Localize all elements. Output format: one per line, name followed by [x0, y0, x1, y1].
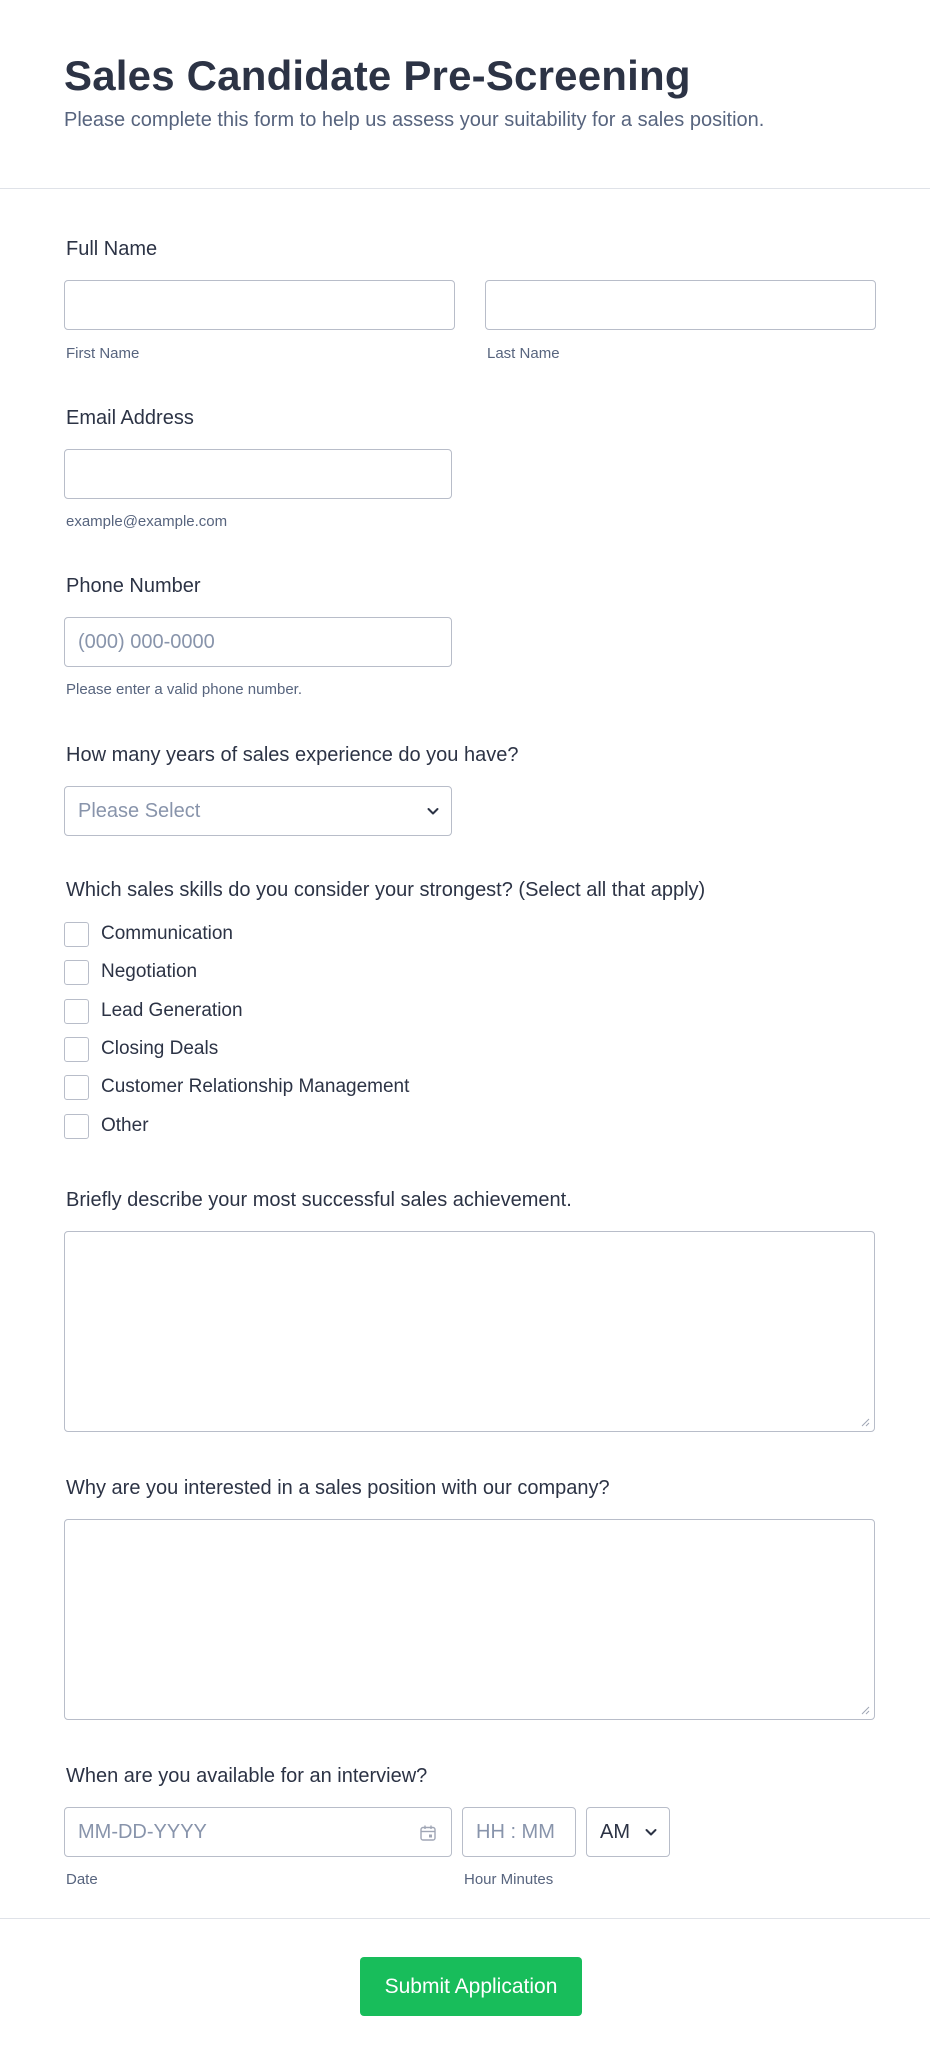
first-name-sublabel: First Name: [66, 345, 140, 362]
skill-option-lead-generation[interactable]: [64, 998, 243, 1024]
last-name-sublabel: Last Name: [487, 345, 560, 362]
email-input[interactable]: [64, 449, 452, 499]
form-header: [0, 0, 930, 189]
resize-handle-icon[interactable]: [860, 1705, 870, 1715]
chevron-down-icon: [425, 803, 441, 819]
skill-option-communication[interactable]: [64, 921, 233, 947]
interview-label: When are you available for an interview?: [66, 1765, 428, 1787]
checkbox-label: Customer Relationship Management: [101, 1076, 410, 1097]
interest-label: Why are you interested in a sales position with our company?: [66, 1477, 610, 1499]
experience-placeholder: Please Select: [78, 800, 201, 822]
skills-label: Which sales skills do you consider your strongest? (Select all that apply): [66, 879, 706, 901]
phone-input[interactable]: [64, 617, 452, 667]
skill-option-negotiation[interactable]: [64, 959, 197, 985]
time-input[interactable]: [462, 1807, 576, 1857]
interest-textarea[interactable]: [64, 1519, 875, 1720]
submit-button[interactable]: Submit Application: [360, 1957, 582, 2016]
date-sublabel: Date: [66, 1871, 98, 1888]
time-placeholder: HH : MM: [476, 1821, 555, 1843]
checkbox-label: Other: [101, 1115, 149, 1136]
email-sublabel: example@example.com: [66, 513, 228, 530]
checkbox[interactable]: [64, 1037, 89, 1062]
skill-option-other[interactable]: [64, 1113, 149, 1139]
phone-placeholder: (000) 000-0000: [78, 631, 215, 653]
experience-label: How many years of sales experience do you have?: [66, 744, 519, 766]
checkbox[interactable]: [64, 922, 89, 947]
form-subtitle: Please complete this form to help us assess your suitability for a sales position.: [64, 109, 765, 131]
ampm-value: AM: [600, 1821, 630, 1843]
checkbox-label: Lead Generation: [101, 1000, 243, 1021]
achievement-textarea[interactable]: [64, 1231, 875, 1432]
time-sublabel: Hour Minutes: [464, 1871, 554, 1888]
resize-handle-icon[interactable]: [860, 1417, 870, 1427]
chevron-down-icon: [643, 1824, 659, 1840]
skill-option-crm[interactable]: [64, 1074, 409, 1100]
calendar-icon[interactable]: [419, 1824, 437, 1842]
ampm-select[interactable]: [586, 1807, 670, 1857]
last-name-input[interactable]: [485, 280, 876, 330]
checkbox[interactable]: [64, 999, 89, 1024]
experience-select[interactable]: [64, 786, 452, 836]
checkbox-label: Closing Deals: [101, 1038, 219, 1059]
first-name-input[interactable]: [64, 280, 455, 330]
checkbox-label: Communication: [101, 923, 233, 944]
achievement-label: Briefly describe your most successful sales achievement.: [66, 1189, 572, 1211]
skill-option-closing-deals[interactable]: [64, 1036, 218, 1062]
checkbox[interactable]: [64, 960, 89, 985]
full-name-label: Full Name: [66, 238, 158, 260]
date-placeholder: MM-DD-YYYY: [78, 1821, 207, 1843]
email-label: Email Address: [66, 407, 194, 429]
phone-sublabel: Please enter a valid phone number.: [66, 681, 302, 698]
form-title: Sales Candidate Pre-Screening: [64, 52, 691, 99]
checkbox[interactable]: [64, 1075, 89, 1100]
checkbox[interactable]: [64, 1114, 89, 1139]
footer-divider: [0, 1918, 930, 1919]
date-input[interactable]: [64, 1807, 452, 1857]
checkbox-label: Negotiation: [101, 961, 198, 982]
phone-label: Phone Number: [66, 575, 201, 597]
